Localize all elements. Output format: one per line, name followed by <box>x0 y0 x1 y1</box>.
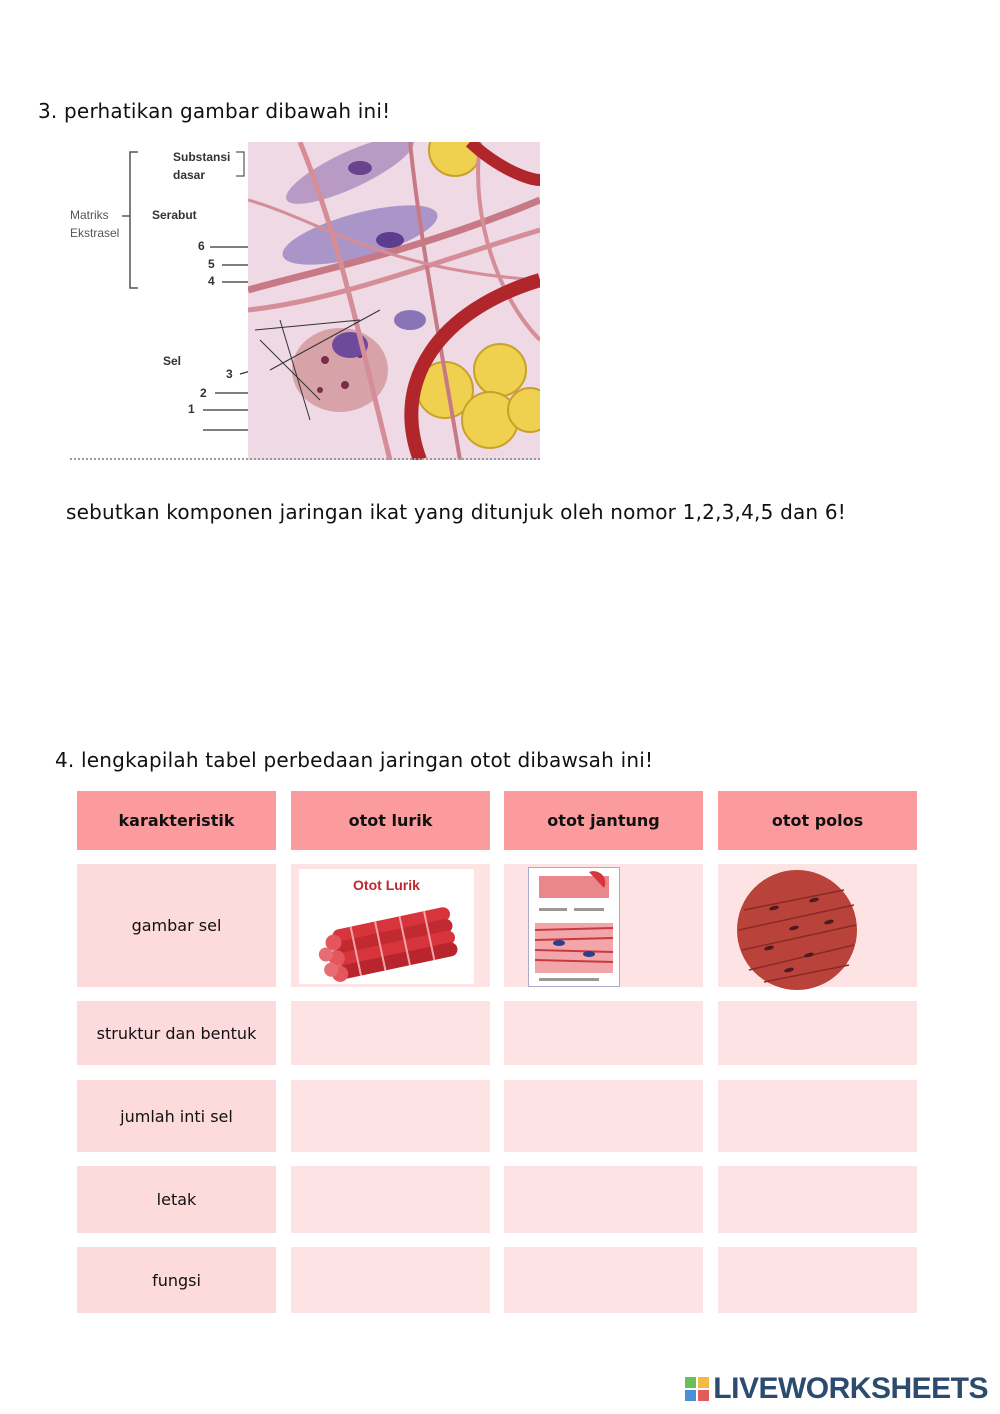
question-3-title: 3. perhatikan gambar dibawah ini! <box>38 99 391 123</box>
label-1: 1 <box>188 402 195 416</box>
answer-fungsi-otot-polos[interactable] <box>718 1247 917 1313</box>
label-dasar: dasar <box>173 168 206 182</box>
liveworksheets-logo-text: LIVEWORKSHEETS <box>713 1372 988 1405</box>
answer-fungsi-otot-lurik[interactable] <box>291 1247 490 1313</box>
header-otot-polos: otot polos <box>718 791 917 850</box>
answer-letak-otot-lurik[interactable] <box>291 1166 490 1233</box>
otot-polos-image <box>734 870 860 990</box>
label-5: 5 <box>208 257 215 271</box>
otot-lurik-caption: Otot Lurik <box>353 877 420 893</box>
answer-fungsi-otot-jantung[interactable] <box>504 1247 703 1313</box>
answer-inti-otot-jantung[interactable] <box>504 1080 703 1152</box>
header-otot-jantung: otot jantung <box>504 791 703 850</box>
row-label-fungsi: fungsi <box>77 1247 276 1313</box>
label-serabut: Serabut <box>152 208 197 222</box>
question-4-title: 4. lengkapilah tabel perbedaan jaringan otot dibawsah ini! <box>55 748 654 772</box>
label-3: 3 <box>226 367 233 381</box>
row-label-jumlah-inti-sel: jumlah inti sel <box>77 1080 276 1152</box>
answer-letak-otot-jantung[interactable] <box>504 1166 703 1233</box>
label-substansi: Substansi <box>173 150 231 164</box>
otot-lurik-image <box>299 869 474 984</box>
cell-gambar-otot-jantung <box>504 864 703 987</box>
answer-inti-otot-polos[interactable] <box>718 1080 917 1152</box>
header-karakteristik: karakteristik <box>77 791 276 850</box>
label-6: 6 <box>198 239 205 253</box>
answer-struktur-otot-polos[interactable] <box>718 1001 917 1065</box>
row-label-gambar-sel: gambar sel <box>77 864 276 987</box>
answer-inti-otot-lurik[interactable] <box>291 1080 490 1152</box>
label-ekstrasel: Ekstrasel <box>70 226 120 240</box>
answer-letak-otot-polos[interactable] <box>718 1166 917 1233</box>
label-sel: Sel <box>163 354 182 368</box>
row-label-letak: letak <box>77 1166 276 1233</box>
connective-tissue-figure <box>60 140 550 465</box>
liveworksheets-logo <box>685 1372 988 1406</box>
cell-gambar-otot-polos <box>718 864 917 987</box>
question-3-prompt: sebutkan komponen jaringan ikat yang ditunjuk oleh nomor 1,2,3,4,5 dan 6! <box>66 500 847 524</box>
row-label-struktur-dan-bentuk: struktur dan bentuk <box>77 1001 276 1065</box>
header-otot-lurik: otot lurik <box>291 791 490 850</box>
answer-struktur-otot-jantung[interactable] <box>504 1001 703 1065</box>
label-2: 2 <box>200 386 207 400</box>
answer-dotted-line[interactable] <box>70 458 540 460</box>
label-matriks: Matriks <box>70 208 109 222</box>
answer-struktur-otot-lurik[interactable] <box>291 1001 490 1065</box>
label-4: 4 <box>208 274 215 288</box>
liveworksheets-logo-icon <box>685 1377 709 1401</box>
otot-jantung-image <box>528 867 620 987</box>
cell-gambar-otot-lurik <box>291 864 490 987</box>
